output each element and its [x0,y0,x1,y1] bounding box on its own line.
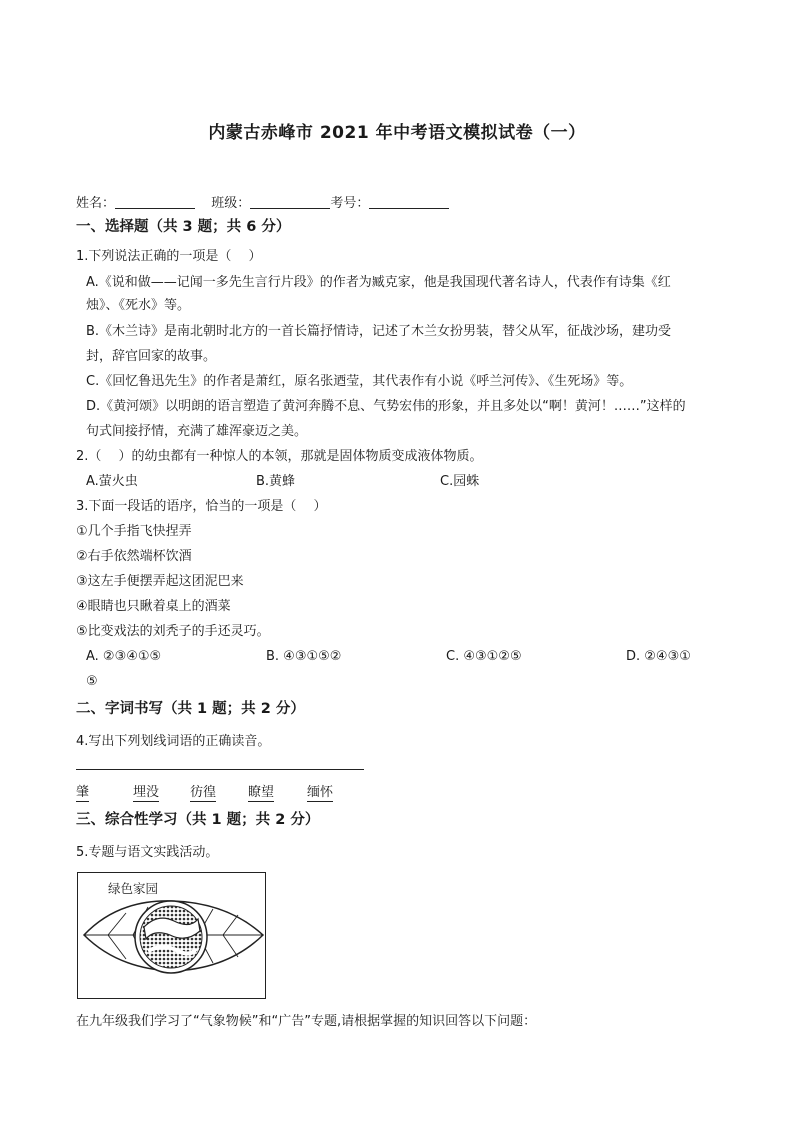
underlined-word: 彷徨 [190,785,217,800]
question-3-stem: 3.下面一段话的语序，恰当的一项是（ ） [76,499,327,514]
question-3-sentence-1: ①几个手指飞快捏弄 [76,524,192,539]
question-3-option-a: A. ②③④①⑤ [86,649,162,664]
class-blank[interactable] [250,194,330,209]
question-3-sentence-5: ⑤比变戏法的刘秃子的手还灵巧。 [76,624,270,639]
question-3-sentence-3: ③这左手便摆弄起这团泥巴来 [76,574,244,589]
question-1-option-d-cont: 句式间接抒情，充满了雄浑豪迈之美。 [86,424,308,439]
question-3-option-d-cont: ⑤ [86,674,98,689]
question-1-stem: 1.下列说法正确的一项是（ ） [76,249,262,264]
section-heading-3: 三、综合性学习（共 1 题；共 2 分） [76,812,320,828]
question-2-option-c: C.园蛛 [440,474,480,489]
leaf-eye-illustration [78,873,264,997]
exam-number-label: 考号： [330,196,370,211]
question-2-option-a: A.萤火虫 [86,474,138,489]
name-blank[interactable] [115,194,195,209]
exam-number-blank[interactable] [369,194,449,209]
underlined-word: 缅怀 [307,785,334,800]
question-3-sentence-2: ②右手依然端杯饮酒 [76,549,192,564]
question-5-stem: 5.专题与语文实践活动。 [76,845,219,860]
student-info-line [76,192,449,211]
question-1-option-b: B.《木兰诗》是南北朝时北方的一首长篇抒情诗，记述了木兰女扮男装，替父从军，征战沙场，建功受 [86,324,672,339]
question-3-option-d: D. ②④③① [626,649,691,664]
green-home-poster-image [77,872,266,999]
underlined-word: 埋没 [133,785,160,800]
class-label: 班级： [211,196,251,211]
poster-title: 绿色家园 [108,881,159,896]
question-1-option-c: C.《回忆鲁迅先生》的作者是萧红，原名张迺莹，其代表作有小说《呼兰河传》、《生死场》等。 [86,374,633,389]
section-heading-1: 一、选择题（共 3 题；共 6 分） [76,219,291,235]
question-1-option-d: D.《黄河颂》以明朗的语言塑造了黄河奔腾不息、气势宏伟的形象，并且多处以“啊！黄河！……”这样的 [86,399,686,414]
question-1-option-a: A.《说和做——记闻一多先生言行片段》的作者为臧克家，他是我国现代著名诗人，代表作有诗集《红 [86,275,671,290]
underlined-word: 肇 [76,785,90,800]
page-title: 内蒙古赤峰市 2021 年中考语文模拟试卷（一） [208,123,586,143]
answer-line[interactable] [76,769,364,770]
question-3-option-b: B. ④③①⑤② [266,649,342,664]
question-3-sentence-4: ④眼睛也只瞅着桌上的酒菜 [76,599,231,614]
name-label: 姓名： [76,196,116,211]
question-3-option-c: C. ④③①②⑤ [446,649,522,664]
underlined-word: 瞭望 [248,785,275,800]
question-1-option-a-cont: 烛》、《死水》等。 [86,298,191,313]
question-2-option-b: B.黄蜂 [256,474,296,489]
section-heading-2: 二、字词书写（共 1 题；共 2 分） [76,701,305,717]
question-2-stem: 2.（ ）的幼虫都有一种惊人的本领，那就是固体物质变成液体物质。 [76,449,483,464]
question-1-option-b-cont: 封，辞官回家的故事。 [86,349,217,364]
question-5-prompt: 在九年级我们学习了“气象物候”和“广告”专题,请根据掌握的知识回答以下问题： [76,1014,537,1029]
question-4-stem: 4.写出下列划线词语的正确读音。 [76,734,271,749]
